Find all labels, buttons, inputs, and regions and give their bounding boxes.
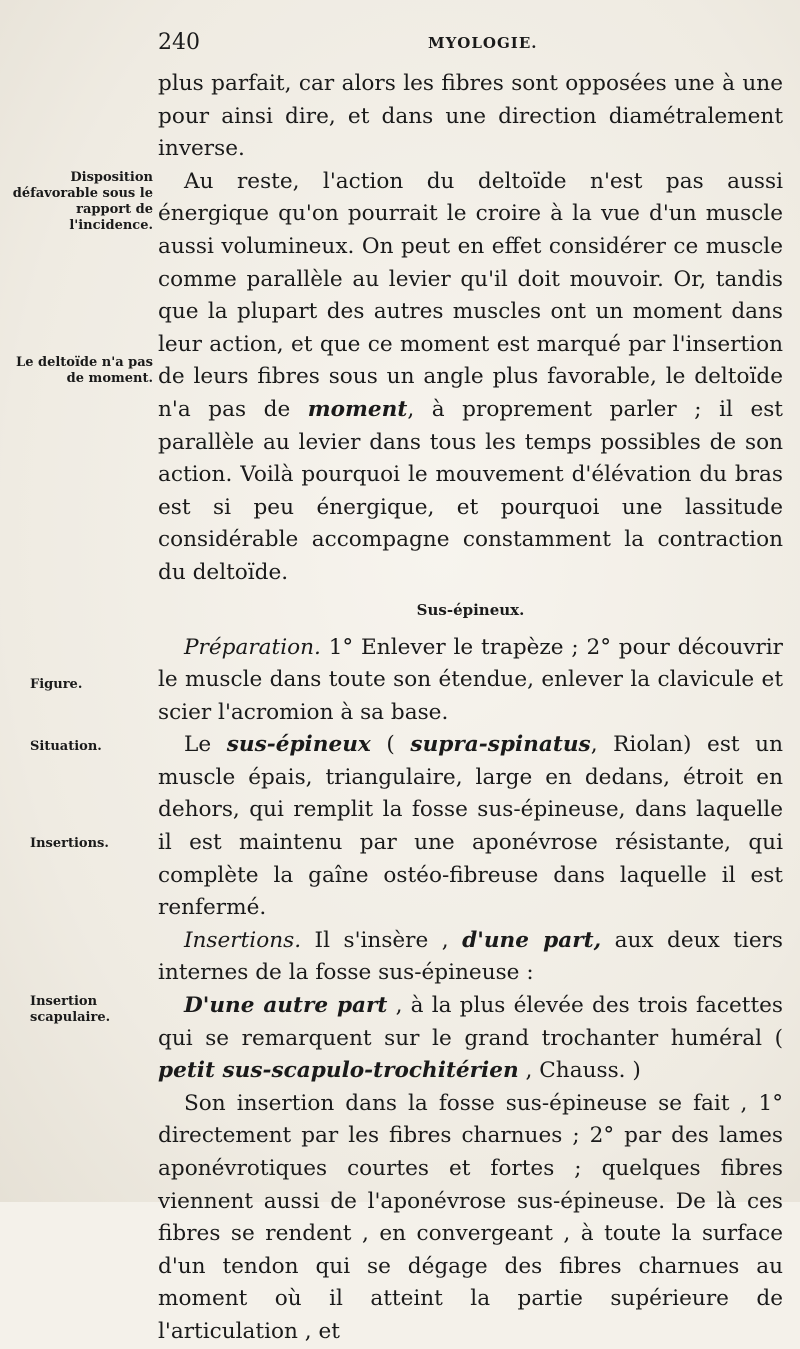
emphasis-sus-epineux: sus-épineux <box>226 732 371 758</box>
emphasis-une-part: d'une part, <box>462 927 602 953</box>
text-run: aux deux tiers internes de la fosse sus-épineuse : <box>158 927 784 986</box>
text-run: , à proprement parler ; il est parallèle au levier dans tous les temps possibles de son action. Voilà pourquoi le mouvement d'élévation du bras est si peu énergique, et pourquoi une lassitude considérable accompagne constamment la contraction du deltoïde. <box>158 396 783 585</box>
paragraph-autre-part <box>158 990 783 1088</box>
text-run: , Riolan) est un muscle épais, triangulaire, large en dedans, étroit en dehors, qui remplit la fosse sus-épineuse, dans laquelle il est maintenu par une aponévrose résistante, qui complète la gaîne ostéo-fibreuse dans laquelle il est renfermé. <box>158 732 784 921</box>
page-number: 240 <box>158 30 200 55</box>
paragraph-continuation: plus parfait, car alors les fibres sont opposées une à une pour ainsi dire, et dans une direction diamétralement inverse. <box>158 71 783 162</box>
body-text <box>158 68 783 1349</box>
margin-note-insertion-scapulaire: Insertion scapulaire. <box>30 994 111 1025</box>
section-title: Sus-épineux. <box>416 600 525 619</box>
text-run: Au reste, l'action du deltoïde n'est pas aussi énergique qu'on pourrait le croire à la vue d'un muscle aussi volumineux. On peut en effet considérer ce muscle comme parallèle au levier qu'il doit mouvoir. Or, tandis que la plupart des autres muscles ont un moment dans leur action, et que ce moment est marqué par l'insertion de leurs fibres sous un angle plus favorable, le deltoïde n'a pas de <box>158 168 783 422</box>
paragraph-insertions <box>158 925 783 990</box>
page-header <box>158 30 718 60</box>
margin-note-disposition: Disposition défavorable sous le rapport de l'incidence. <box>12 170 153 233</box>
margin-note-insertions: Insertions. <box>30 836 109 851</box>
text-run: , Chauss. ) <box>518 1058 641 1084</box>
paragraph-deltoide-action <box>158 166 783 590</box>
paragraph-preparation <box>158 632 783 730</box>
paragraph-insertion-scapulaire: Son insertion dans la fosse sus-épineuse se fait , 1° directement par les fibres charnues ; 2° par des lames aponévrotiques courtes et fortes ; quelques fibres viennent aussi de l'aponévrose sus-épineuse. De là ces fibres se rendent , en convergeant , à toute la surface d'un tendon qui se dégage des fibres charnues au moment où il atteint la partie supérieure de l'articulation , et <box>158 1090 783 1344</box>
text-run: ( <box>370 732 411 758</box>
text-run: Il s'insère , <box>301 927 463 953</box>
emphasis-moment: moment <box>307 396 408 422</box>
margin-note-figure: Figure. <box>30 677 83 692</box>
margin-note-situation: Situation. <box>30 739 102 754</box>
running-title: MYOLOGIE. <box>428 34 538 52</box>
text-run: , à la plus élevée des trois facettes qui se remarquent sur le grand trochanter huméral ( <box>158 993 784 1051</box>
paragraph-figure <box>158 729 783 925</box>
label-preparation: Préparation. <box>184 634 321 660</box>
margin-note-deltoide-moment: Le deltoïde n'a pas de moment. <box>16 355 153 386</box>
emphasis-trochiterien: petit sus-scapulo-trochitérien <box>158 1058 519 1084</box>
emphasis-supra-spinatus: supra-spinatus <box>410 732 591 758</box>
label-insertions: Insertions. <box>184 927 302 953</box>
emphasis-autre-part: D'une autre part <box>184 993 388 1019</box>
text-run: Le <box>184 732 227 758</box>
text-run: 1° Enlever le trapèze ; 2° pour découvrir le muscle dans toute son étendue, enlever la clavicule et scier l'acromion à sa base. <box>158 634 783 725</box>
